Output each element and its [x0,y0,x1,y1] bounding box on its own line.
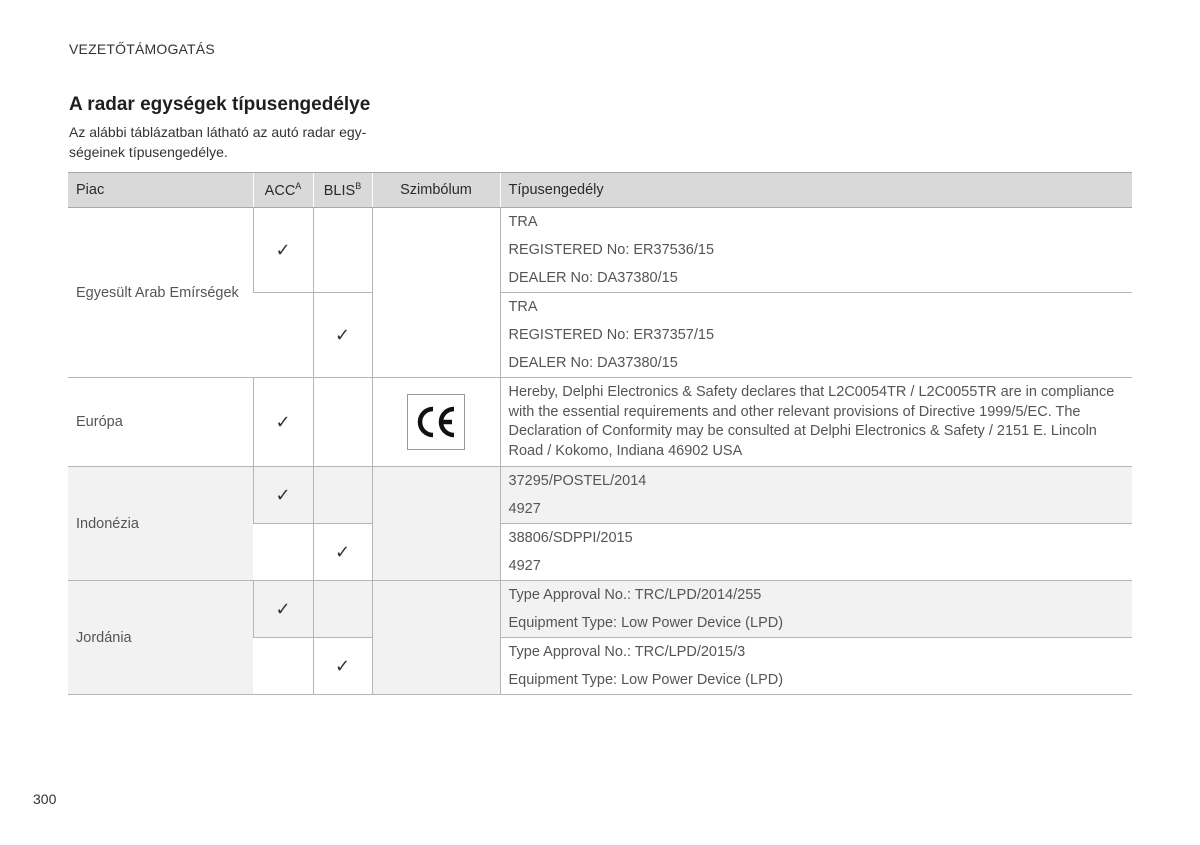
header-blis: $BLIS^B$ [313,173,372,208]
symbol-cell [372,208,500,378]
declaration-text: Hereby, Delphi Electronics & Safety declares that L2C0054TR / L2C0055TR are in compliance with the essential requirements and other relevant provisions of Directive 1999/5/EC. The Declaration of Conformity may be consulted at Delphi Electronics & Safety / 2151 E. Lincoln Road / Kokomo, Indiana 46902 USA [508,384,1115,459]
approval-cell [500,378,1132,467]
section-header: VEZETŐTÁMOGATÁS [69,41,215,57]
approval-line: 38806/SDPPI/2015 [508,530,633,546]
acc-check-cell: ✓ [253,378,313,467]
header-acc: $ACC^A$ [253,173,313,208]
approval-line: DEALER No: DA37380/15 [508,355,678,371]
approval-line: TRA [508,299,538,315]
blis-check-cell [313,208,372,293]
approval-line: TRA [508,214,538,230]
approval-line: 4927 [508,501,541,517]
approval-cell [500,638,1132,695]
blis-check-cell: ✓ [313,293,372,378]
table-header-row [68,173,1132,208]
approval-line: 37295/POSTEL/2014 [508,473,647,489]
page-title: A radar egységek típusengedélye [69,94,371,115]
approval-cell [500,581,1132,638]
acc-check-cell: ✓ [253,208,313,293]
blis-check-cell: ✓ [313,524,372,581]
symbol-cell [372,467,500,581]
acc-check-cell [253,293,313,378]
symbol-cell [372,378,500,467]
intro-paragraph [69,122,409,162]
acc-footnote-marker: A [295,181,302,192]
approval-line: Equipment Type: Low Power Device (LPD) [508,615,784,631]
ce-mark-icon [407,394,465,450]
approval-cell [500,293,1132,378]
intro-line-2: ségeinek típusengedélye. [69,144,228,160]
approval-cell [500,524,1132,581]
market-cell: Jordánia [68,581,253,695]
approval-line: REGISTERED No: ER37536/15 [508,242,715,258]
header-symbol: Szimbólum [372,173,500,208]
approval-cell [500,208,1132,293]
approval-line: 4927 [508,558,541,574]
blis-check-cell [313,378,372,467]
intro-line-1: Az alábbi táblázatban látható az autó radar egy- [69,124,367,140]
market-cell: Indonézia [68,467,253,581]
acc-check-cell [253,638,313,695]
market-cell: Egyesült Arab Emírségek [68,208,253,378]
table-row [68,581,1132,638]
type-approval-table [68,172,1132,695]
approval-line: Type Approval No.: TRC/LPD/2014/255 [508,587,762,603]
table-row [68,378,1132,467]
approval-line: REGISTERED No: ER37357/15 [508,327,715,343]
approval-cell [500,467,1132,524]
market-cell: Európa [68,378,253,467]
blis-check-cell [313,581,372,638]
acc-check-cell: ✓ [253,581,313,638]
approval-line: DEALER No: DA37380/15 [508,270,678,286]
approval-line: Type Approval No.: TRC/LPD/2015/3 [508,644,746,660]
page-number: 300 [33,791,57,807]
acc-check-cell: ✓ [253,467,313,524]
table-row [68,208,1132,293]
symbol-cell [372,581,500,695]
header-market: Piac [68,173,253,208]
blis-check-cell: ✓ [313,638,372,695]
acc-check-cell [253,524,313,581]
approval-line: Equipment Type: Low Power Device (LPD) [508,672,784,688]
blis-footnote-marker: B [355,181,362,192]
header-approval: Típusengedély [500,173,1132,208]
blis-check-cell [313,467,372,524]
table-row [68,467,1132,524]
